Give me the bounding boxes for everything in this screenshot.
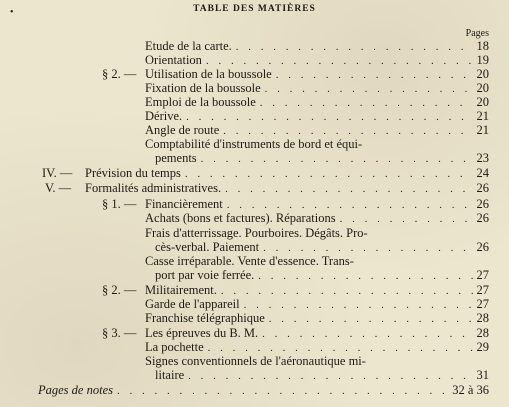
- toc-page-number: 23: [476, 151, 489, 165]
- page-heading: TABLE DES MATIÈRES: [193, 4, 316, 14]
- toc-entry-first-line: [145, 254, 489, 268]
- toc-entry-text: Fixation de la boussole: [145, 81, 261, 95]
- leader-dots: [260, 96, 473, 110]
- leader-dots: [265, 82, 473, 96]
- toc-entry-text: litaire: [155, 368, 185, 382]
- section-number: § 2. —: [102, 283, 137, 297]
- toc-entry-text: Utilisation de la boussole: [145, 67, 272, 81]
- toc-entry: [155, 240, 489, 254]
- toc-entry-text: Orientation: [145, 53, 202, 67]
- toc-entry-text: Militairement.: [145, 283, 217, 297]
- leader-dots: [340, 212, 473, 226]
- toc-page-number: 31: [476, 368, 489, 382]
- leader-dots: [258, 269, 472, 283]
- chapter-number: IV. —: [42, 166, 73, 180]
- toc-entry: [145, 340, 489, 354]
- toc-entry: [145, 211, 489, 225]
- toc-entry: [85, 181, 489, 195]
- leader-dots: [244, 298, 473, 312]
- toc-page-number: 20: [476, 67, 489, 81]
- section-number: § 3. —: [102, 326, 137, 340]
- leader-dots: [185, 167, 473, 181]
- toc-entry-text: Les épreuves du B. M.: [145, 326, 259, 340]
- toc-entry-text: Casse irréparable. Vente d'essence. Trans-: [145, 254, 354, 268]
- toc-entry: [145, 311, 489, 325]
- toc-page-number: 26: [476, 240, 489, 254]
- leader-dots: [262, 327, 472, 341]
- toc-entry: [38, 383, 489, 397]
- toc-entry: [145, 197, 489, 211]
- toc-entry: [155, 151, 489, 165]
- toc-page-number: 32 à 36: [452, 383, 489, 397]
- leader-dots: [269, 312, 473, 326]
- leader-dots: [186, 110, 472, 124]
- leader-dots: [206, 54, 473, 68]
- toc-entry: [145, 81, 489, 95]
- toc-page-number: 29: [476, 340, 489, 354]
- toc-entry-text: Signes conventionnels de l'aéronautique mi-: [145, 354, 366, 368]
- toc-entry: [145, 326, 489, 340]
- toc-entry: [155, 268, 489, 282]
- toc-entry-text: Achats (bons et factures). Réparations: [145, 211, 336, 225]
- toc-entry: [145, 297, 489, 311]
- toc-entry-text: pements: [155, 151, 197, 165]
- toc-entry-text: Dérive.: [145, 109, 183, 123]
- toc-entry-text: cès-verbal. Paiement: [155, 240, 260, 254]
- toc-page-number: 28: [476, 311, 489, 325]
- toc-page-number: 18: [476, 39, 489, 53]
- leader-dots: [221, 284, 473, 298]
- toc-page-number: 26: [476, 197, 489, 211]
- toc-entry-text: Angle de route: [145, 123, 220, 137]
- toc-entry-text: Etude de la carte.: [145, 39, 232, 53]
- toc-entry: [145, 39, 489, 53]
- toc-page-number: 24: [476, 166, 489, 180]
- toc-entry-text: port par voie ferrée.: [155, 268, 255, 282]
- toc-entry: [145, 95, 489, 109]
- toc-entry-text: Financièrement: [145, 197, 223, 211]
- toc-entry-text: Garde de l'appareil: [145, 297, 240, 311]
- toc-entry-text: Frais d'atterrissage. Pourboires. Dégâts. Pro-: [145, 226, 368, 240]
- leader-dots: [223, 124, 472, 138]
- toc-entry-text: Franchise télégraphique: [145, 311, 265, 325]
- leader-dots: [225, 182, 472, 196]
- toc-entry-first-line: [145, 137, 489, 151]
- toc-page-number: 27: [476, 297, 489, 311]
- toc-entry-text: Formalités administratives.: [85, 181, 222, 195]
- toc-entry: [145, 283, 489, 297]
- toc-entry-first-line: [145, 226, 489, 240]
- toc-page-number: 28: [476, 326, 489, 340]
- toc-entry: [85, 166, 489, 180]
- toc-page-number: 21: [476, 123, 489, 137]
- chapter-number: V. —: [45, 181, 72, 195]
- toc-entry: [145, 123, 489, 137]
- pages-column-label: Pages: [465, 28, 489, 39]
- toc-page-number: 26: [476, 211, 489, 225]
- toc-entry: [145, 53, 489, 67]
- toc-entry-text: Comptabilité d'instruments de bord et équi-: [145, 137, 363, 151]
- toc-page-number: 27: [476, 283, 489, 297]
- toc-entry-text: Pages de notes: [38, 383, 113, 397]
- toc-entry-text: Emploi de la boussole: [145, 95, 256, 109]
- toc-page-number: 19: [476, 53, 489, 67]
- toc-entry: [155, 368, 489, 382]
- leader-dots: [276, 68, 473, 82]
- toc-page-number: 20: [476, 95, 489, 109]
- toc-entry-text: Prévision du temps: [85, 166, 181, 180]
- leader-dots: [236, 40, 473, 54]
- page-bullet: •: [10, 7, 14, 18]
- toc-page-number: 26: [476, 181, 489, 195]
- toc-entry: [145, 109, 489, 123]
- section-number: § 2. —: [102, 67, 137, 81]
- toc-page-number: 20: [476, 81, 489, 95]
- toc-page-number: 27: [476, 268, 489, 282]
- toc-entry-first-line: [145, 354, 489, 368]
- leader-dots: [188, 369, 472, 383]
- leader-dots: [117, 384, 448, 398]
- toc-entry-text: La pochette: [145, 340, 204, 354]
- leader-dots: [227, 198, 473, 212]
- toc-entry: [145, 67, 489, 81]
- leader-dots: [208, 341, 473, 355]
- leader-dots: [263, 241, 472, 255]
- leader-dots: [201, 152, 473, 166]
- section-number: § 1. —: [102, 197, 137, 211]
- toc-page-number: 21: [476, 109, 489, 123]
